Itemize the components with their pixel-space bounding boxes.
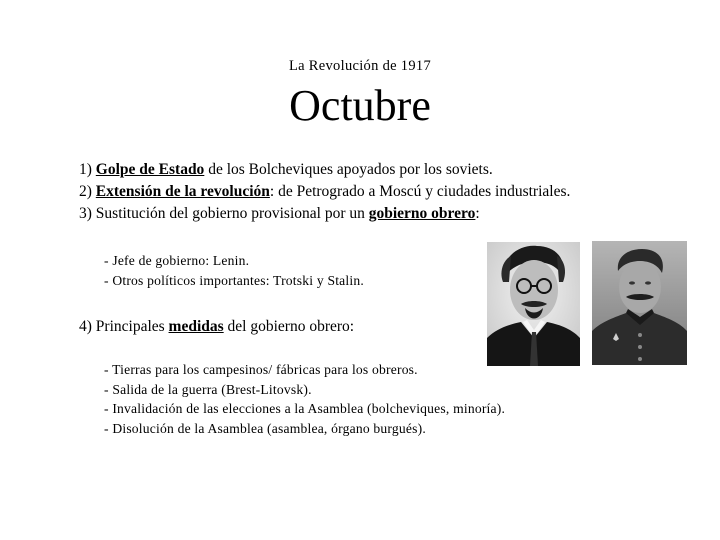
point-4-keyword: medidas (168, 318, 224, 335)
point-4: 4) Principales medidas del gobierno obrero: (79, 318, 355, 335)
slide-title: Octubre (289, 81, 431, 130)
government-list (104, 251, 364, 290)
point-2: 2) Extensión de la revolución: de Petrogrado a Moscú y ciudades industriales. (79, 183, 571, 200)
slide-subtitle: La Revolución de 1917 (288, 58, 431, 74)
point-3-keyword: gobierno obrero (368, 205, 476, 222)
list-item: - Jefe de gobierno: Lenin. (104, 253, 250, 268)
measures-list (104, 360, 505, 438)
portrait-stalin-icon (592, 241, 687, 365)
point-2-keyword: Extensión de la revolución (95, 183, 270, 200)
point-1-keyword: Golpe de Estado (95, 161, 205, 178)
list-item: - Otros políticos importantes: Trotski y Stalin. (104, 272, 364, 288)
point-1: 1) Golpe de Estado de los Bolcheviques apoyados por los soviets. (79, 161, 493, 178)
point-3: 3) Sustitución del gobierno provisional por un gobierno obrero: (79, 205, 480, 222)
portrait-trotsky-icon (487, 242, 580, 366)
main-points-list (79, 159, 709, 225)
list-item: - Disolución de la Asamblea (asamblea, órgano burgués). (104, 420, 426, 436)
list-item: - Salida de la guerra (Brest-Litovsk). (104, 381, 312, 397)
list-item: - Tierras para los campesinos/ fábricas para los obreros. (104, 362, 418, 377)
list-item: - Invalidación de las elecciones a la Asamblea (bolcheviques, minoría). (104, 401, 506, 416)
